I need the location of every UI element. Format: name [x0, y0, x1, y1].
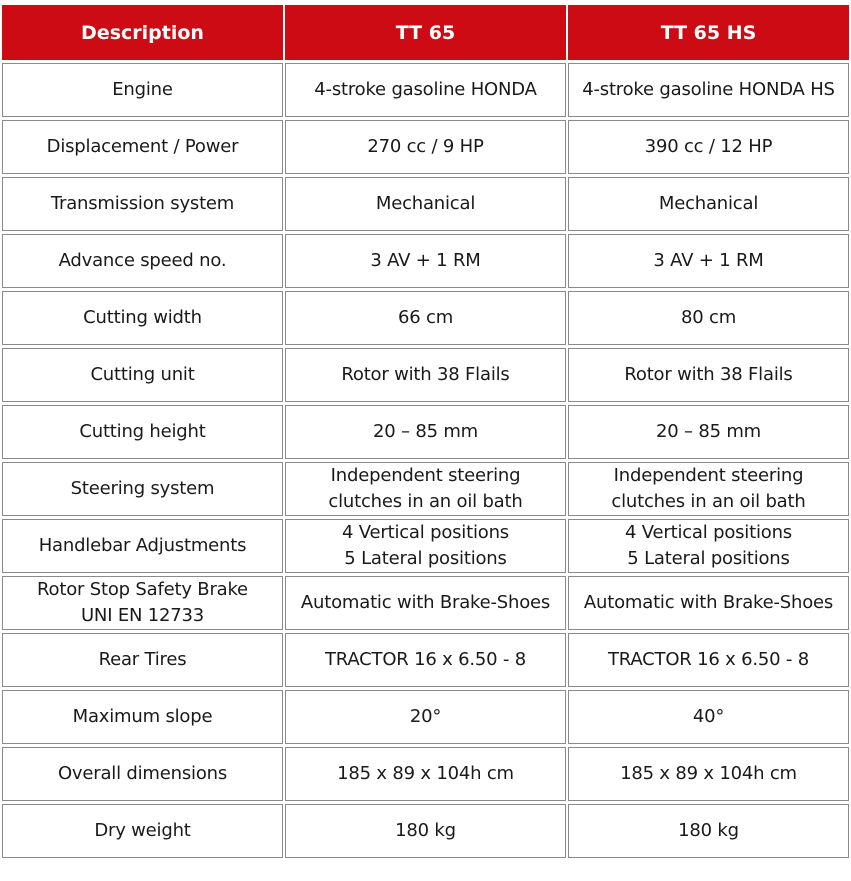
tt65-value: 20° [285, 690, 566, 744]
row-label: Overall dimensions [2, 747, 283, 801]
header-model-tt65: TT 65 [285, 5, 566, 60]
table-row [2, 405, 849, 459]
tt65-value: 20 – 85 mm [285, 405, 566, 459]
tt65hs-value: Mechanical [568, 177, 849, 231]
tt65-value: 3 AV + 1 RM [285, 234, 566, 288]
header-row [2, 5, 849, 60]
tt65hs-value: 20 – 85 mm [568, 405, 849, 459]
header-description: Description [2, 5, 283, 60]
table-row [2, 690, 849, 744]
tt65hs-value: 185 x 89 x 104h cm [568, 747, 849, 801]
table-row [2, 462, 849, 516]
tt65-value: Mechanical [285, 177, 566, 231]
row-label: Handlebar Adjustments [2, 519, 283, 573]
tt65hs-value: 40° [568, 690, 849, 744]
table-row [2, 804, 849, 858]
tt65-value: 4-stroke gasoline HONDA [285, 63, 566, 117]
table-row [2, 120, 849, 174]
row-label: Cutting unit [2, 348, 283, 402]
tt65hs-value: 4 Vertical positions 5 Lateral positions [568, 519, 849, 573]
table-row [2, 348, 849, 402]
tt65-value: 180 kg [285, 804, 566, 858]
row-label: Steering system [2, 462, 283, 516]
table-row [2, 633, 849, 687]
row-label: Engine [2, 63, 283, 117]
row-label: Cutting width [2, 291, 283, 345]
tt65hs-value: Automatic with Brake-Shoes [568, 576, 849, 630]
table-row [2, 576, 849, 630]
row-label: Cutting height [2, 405, 283, 459]
tt65hs-value: 3 AV + 1 RM [568, 234, 849, 288]
tt65-value: Automatic with Brake-Shoes [285, 576, 566, 630]
row-label: Dry weight [2, 804, 283, 858]
table-row [2, 291, 849, 345]
table-row [2, 234, 849, 288]
tt65hs-value: Rotor with 38 Flails [568, 348, 849, 402]
table-row [2, 519, 849, 573]
tt65-value: Rotor with 38 Flails [285, 348, 566, 402]
row-label: Displacement / Power [2, 120, 283, 174]
tt65hs-value: TRACTOR 16 x 6.50 - 8 [568, 633, 849, 687]
row-label: Rotor Stop Safety Brake UNI EN 12733 [2, 576, 283, 630]
tt65hs-value: 4-stroke gasoline HONDA HS [568, 63, 849, 117]
header-model-tt65hs: TT 65 HS [568, 5, 849, 60]
tt65hs-value: Independent steering clutches in an oil bath [568, 462, 849, 516]
tt65-value: 4 Vertical positions 5 Lateral positions [285, 519, 566, 573]
row-label: Advance speed no. [2, 234, 283, 288]
table-row [2, 63, 849, 117]
table-row [2, 177, 849, 231]
tt65-value: Independent steering clutches in an oil bath [285, 462, 566, 516]
tt65-value: TRACTOR 16 x 6.50 - 8 [285, 633, 566, 687]
tt65-value: 185 x 89 x 104h cm [285, 747, 566, 801]
row-label: Maximum slope [2, 690, 283, 744]
row-label: Transmission system [2, 177, 283, 231]
spec-comparison-table [0, 2, 851, 861]
tt65hs-value: 390 cc / 12 HP [568, 120, 849, 174]
tt65-value: 270 cc / 9 HP [285, 120, 566, 174]
row-label: Rear Tires [2, 633, 283, 687]
tt65hs-value: 80 cm [568, 291, 849, 345]
table-row [2, 747, 849, 801]
tt65-value: 66 cm [285, 291, 566, 345]
tt65hs-value: 180 kg [568, 804, 849, 858]
